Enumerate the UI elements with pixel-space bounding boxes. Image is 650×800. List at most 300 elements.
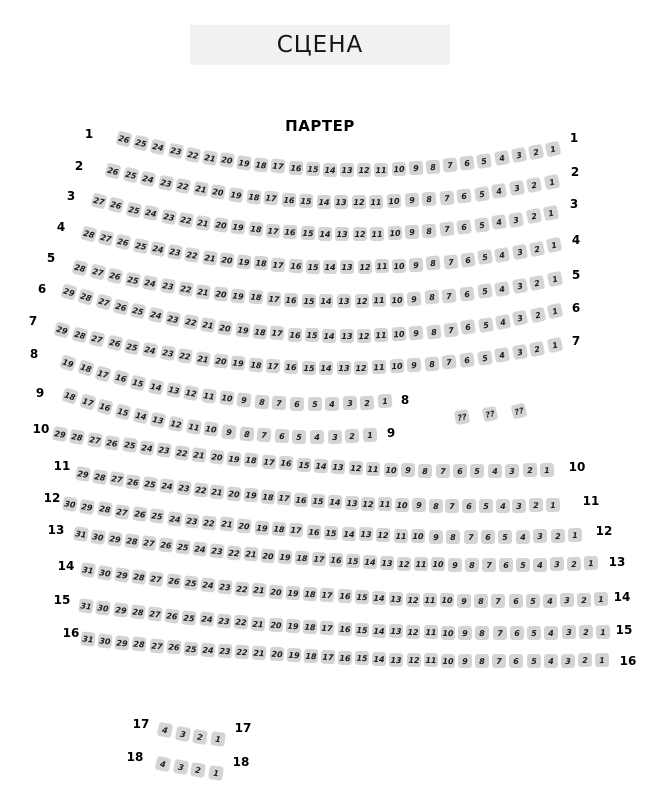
seat[interactable]: 6 [460, 319, 476, 335]
seat[interactable]: 23 [218, 644, 233, 659]
seat[interactable]: 3 [560, 593, 574, 607]
seat[interactable]: 16 [284, 359, 299, 374]
seat[interactable]: 4 [544, 626, 558, 640]
seat[interactable]: 7 [443, 254, 458, 269]
seat[interactable]: 1 [543, 205, 560, 222]
seat[interactable]: 10 [389, 292, 404, 307]
seat[interactable]: 13 [334, 195, 348, 209]
seat[interactable]: 4 [496, 499, 510, 513]
seat[interactable]: 11 [372, 360, 387, 375]
seat[interactable]: 22 [184, 146, 200, 162]
seat[interactable]: 28 [78, 289, 95, 306]
seat[interactable]: 16 [284, 292, 299, 307]
seat[interactable]: 4 [494, 281, 510, 297]
seat[interactable]: 19 [243, 488, 258, 503]
seat[interactable]: 14 [363, 555, 378, 570]
seat[interactable]: 11 [201, 388, 217, 404]
seat[interactable]: 3 [343, 396, 358, 411]
seat[interactable]: 21 [251, 616, 266, 631]
seat[interactable]: 3 [533, 529, 547, 543]
seat[interactable]: 14 [372, 652, 386, 666]
seat[interactable]: 13 [150, 412, 167, 429]
seat[interactable]: 11 [394, 528, 408, 542]
seat[interactable]: 15 [311, 493, 326, 508]
seat[interactable]: 2 [529, 341, 545, 357]
seat[interactable]: 17 [79, 393, 96, 410]
seat[interactable]: 23 [167, 244, 183, 260]
seat[interactable]: 13 [389, 652, 403, 666]
seat[interactable]: 30 [95, 600, 111, 616]
seat[interactable]: 6 [481, 530, 495, 544]
seat[interactable]: 26 [166, 640, 181, 655]
seat[interactable]: 13 [340, 329, 354, 343]
seat[interactable]: 4 [155, 756, 172, 773]
seat[interactable]: 11 [424, 653, 438, 667]
seat[interactable]: 30 [97, 565, 113, 581]
seat[interactable]: 27 [89, 264, 106, 281]
seat[interactable]: 17 [266, 291, 281, 306]
seat[interactable]: 10 [387, 226, 402, 241]
seat[interactable]: 15 [305, 328, 320, 343]
seat[interactable]: 16 [338, 651, 353, 666]
seat[interactable]: 29 [79, 499, 95, 515]
seat[interactable]: 1 [545, 140, 562, 157]
seat[interactable]: 20 [269, 584, 284, 599]
seat[interactable]: 24 [200, 577, 215, 592]
seat[interactable]: 12 [348, 461, 363, 476]
seat[interactable]: 27 [89, 331, 106, 348]
seat[interactable]: 15 [114, 403, 131, 420]
seat[interactable]: 4 [491, 214, 507, 230]
seat[interactable]: 29 [107, 531, 123, 547]
seat[interactable]: 6 [459, 155, 475, 171]
seat[interactable]: 12 [168, 415, 184, 431]
seat[interactable]: 29 [52, 426, 68, 442]
seat[interactable]: 14 [319, 361, 333, 375]
seat[interactable]: 7 [491, 594, 505, 608]
seat[interactable]: 1 [546, 498, 560, 512]
seat[interactable]: 16 [288, 160, 303, 175]
seat[interactable]: 9 [409, 326, 424, 341]
seat[interactable]: 25 [122, 437, 138, 453]
seat[interactable]: 4 [493, 150, 509, 166]
seat[interactable]: 6 [290, 396, 304, 410]
seat[interactable]: 16 [283, 225, 298, 240]
seat[interactable]: 4 [494, 347, 510, 363]
seat[interactable]: 27 [141, 535, 157, 551]
seat[interactable]: 20 [210, 184, 226, 200]
seat[interactable]: 27 [87, 432, 103, 448]
seat[interactable]: 14 [132, 408, 149, 425]
seat[interactable]: 7 [445, 499, 459, 513]
seat[interactable]: 24 [147, 307, 164, 324]
seat[interactable]: 21 [219, 517, 234, 532]
seat[interactable]: 14 [371, 591, 386, 606]
seat[interactable]: 13 [389, 624, 403, 638]
seat[interactable]: 18 [271, 521, 286, 536]
seat[interactable]: 12 [406, 653, 420, 667]
seat[interactable]: 5 [470, 464, 484, 478]
seat[interactable]: 27 [149, 571, 165, 587]
seat[interactable]: 27 [147, 606, 162, 621]
seat[interactable]: 17 [320, 621, 335, 636]
seat[interactable]: 16 [287, 327, 302, 342]
seat[interactable]: 11 [370, 226, 384, 240]
seat[interactable]: 29 [75, 466, 91, 482]
seat[interactable]: 7 [435, 464, 449, 478]
seat[interactable]: 22 [178, 212, 194, 228]
seat[interactable]: 20 [236, 518, 251, 533]
seat[interactable]: 23 [176, 480, 192, 496]
seat[interactable]: 5 [474, 186, 490, 202]
seat[interactable]: 7 [442, 288, 457, 303]
seat[interactable]: 7 [442, 354, 457, 369]
seat[interactable]: 4 [488, 464, 502, 478]
seat[interactable]: 9 [407, 358, 422, 373]
seat[interactable]: 25 [124, 339, 141, 356]
seat[interactable]: 6 [274, 429, 289, 444]
seat[interactable]: 10 [383, 462, 398, 477]
seat[interactable]: 28 [80, 225, 97, 242]
seat[interactable]: 21 [210, 484, 225, 499]
seat[interactable]: 21 [195, 351, 211, 367]
seat[interactable]: 17 [271, 257, 286, 272]
seat[interactable]: 26 [104, 162, 121, 179]
seat[interactable]: 22 [174, 445, 190, 461]
seat[interactable]: 26 [107, 268, 124, 285]
seat[interactable]: 24 [199, 612, 214, 627]
seat[interactable]: 5 [477, 283, 493, 299]
seat[interactable]: 12 [183, 385, 199, 401]
seat[interactable]: 26 [115, 234, 132, 251]
seat[interactable]: 3 [175, 726, 191, 742]
seat[interactable]: 5 [498, 530, 512, 544]
seat[interactable]: 31 [73, 526, 89, 542]
seat[interactable]: 8 [446, 530, 460, 544]
seat[interactable]: 1 [594, 592, 608, 606]
seat[interactable]: 7 [482, 558, 496, 572]
seat[interactable]: 1 [584, 556, 598, 570]
seat[interactable]: 12 [353, 227, 367, 241]
seat[interactable]: 19 [254, 520, 269, 535]
seat[interactable]: 13 [340, 163, 354, 177]
seat[interactable]: 9 [408, 161, 423, 176]
seat[interactable]: 8 [424, 290, 439, 305]
seat[interactable]: 5 [308, 397, 322, 411]
seat[interactable]: 22 [177, 348, 193, 364]
seat[interactable]: 19 [226, 451, 241, 466]
seat[interactable]: 28 [130, 605, 145, 620]
seat[interactable]: 16 [337, 589, 352, 604]
seat[interactable]: 18 [77, 360, 94, 377]
seat[interactable]: 14 [322, 329, 336, 343]
seat[interactable]: 9 [407, 291, 422, 306]
seat[interactable]: 21 [195, 284, 211, 300]
seat[interactable]: 14 [327, 494, 342, 509]
seat[interactable]: 11 [375, 259, 389, 273]
seat[interactable]: 3 [561, 653, 575, 667]
seat[interactable]: 27 [149, 638, 164, 653]
seat[interactable]: 3 [512, 244, 528, 260]
seat[interactable]: 3 [512, 498, 526, 512]
seat[interactable]: 4 [157, 722, 173, 738]
seat[interactable]: 22 [234, 581, 249, 596]
seat[interactable]: 12 [357, 329, 371, 343]
seat[interactable]: 3 [508, 211, 524, 227]
seat[interactable]: 25 [175, 540, 190, 555]
seat[interactable]: 24 [143, 205, 160, 222]
seat[interactable]: 15 [130, 374, 147, 391]
seat[interactable]: 26 [165, 608, 180, 623]
seat[interactable]: 15 [301, 360, 315, 374]
seat[interactable]: 6 [510, 626, 524, 640]
seat[interactable]: 27 [90, 192, 107, 209]
seat[interactable]: 9 [221, 424, 237, 440]
seat[interactable]: 21 [243, 547, 258, 562]
seat[interactable]: 21 [193, 181, 209, 197]
seat[interactable]: 21 [252, 646, 267, 661]
seat[interactable]: 16 [306, 524, 321, 539]
seat[interactable]: 25 [130, 303, 147, 320]
seat[interactable]: 9 [458, 654, 472, 668]
seat[interactable]: 1 [540, 463, 554, 477]
seat[interactable]: 18 [61, 388, 79, 406]
seat[interactable]: 19 [231, 288, 246, 303]
seat[interactable]: 18 [246, 189, 261, 204]
seat[interactable]: 2 [360, 395, 375, 410]
seat[interactable]: 2 [528, 144, 544, 160]
seat[interactable]: 12 [357, 163, 371, 177]
seat[interactable]: 31 [80, 562, 96, 578]
seat[interactable]: 17 [95, 365, 112, 382]
seat[interactable]: 8 [474, 594, 488, 608]
seat[interactable]: 9 [236, 393, 251, 408]
seat[interactable]: 16 [294, 492, 309, 507]
seat[interactable]: 5 [516, 558, 530, 572]
seat[interactable]: 2 [567, 557, 581, 571]
seat[interactable]: 20 [217, 320, 233, 336]
seat[interactable]: 18 [303, 587, 318, 602]
seat[interactable]: 22 [234, 615, 249, 630]
seat[interactable]: 6 [462, 499, 476, 513]
seat[interactable]: 13 [331, 460, 346, 475]
seat[interactable]: 7 [443, 322, 459, 338]
seat[interactable]: 1 [596, 624, 610, 638]
seat[interactable]: 10 [411, 529, 425, 543]
seat[interactable]: 26 [104, 435, 120, 451]
seat[interactable]: 14 [341, 526, 356, 541]
seat[interactable]: 1 [547, 302, 564, 319]
seat[interactable]: 25 [182, 610, 197, 625]
seat[interactable]: 15 [355, 651, 370, 666]
seat[interactable]: 14 [148, 378, 165, 395]
seat[interactable]: 17 [266, 358, 281, 373]
seat[interactable]: 1 [210, 731, 226, 747]
seat[interactable]: 14 [319, 294, 333, 308]
seat[interactable]: 13 [165, 382, 181, 398]
seat[interactable]: 15 [346, 554, 361, 569]
seat[interactable]: 23 [157, 175, 173, 191]
seat[interactable]: 27 [109, 471, 125, 487]
seat[interactable]: 6 [509, 654, 523, 668]
seat[interactable]: 15 [301, 293, 315, 307]
seat[interactable]: 2 [578, 653, 592, 667]
seat[interactable]: 11 [366, 461, 381, 476]
seat[interactable]: 13 [389, 592, 404, 607]
seat[interactable]: 8 [422, 192, 437, 207]
seat[interactable]: 31 [80, 631, 95, 646]
seat[interactable]: 11 [369, 195, 383, 209]
seat[interactable]: 13 [380, 556, 395, 571]
seat[interactable]: 16 [112, 370, 129, 387]
seat[interactable]: 16 [288, 258, 303, 273]
seat[interactable]: 18 [260, 489, 275, 504]
seat[interactable]: 9 [448, 558, 462, 572]
seat[interactable]: 21 [191, 447, 207, 463]
seat[interactable]: 27 [114, 504, 130, 520]
seat[interactable]: 18 [303, 649, 318, 664]
seat[interactable]: 28 [131, 569, 147, 585]
seat[interactable]: 13 [335, 227, 349, 241]
seat[interactable]: 15 [324, 525, 339, 540]
seat[interactable]: 6 [460, 252, 476, 268]
seat[interactable]: 26 [166, 574, 182, 590]
seat[interactable]: 27 [95, 294, 112, 311]
seat[interactable]: 26 [158, 538, 174, 554]
seat[interactable]: 5 [526, 594, 540, 608]
seat[interactable]: 4 [544, 654, 558, 668]
seat[interactable]: 24 [192, 541, 207, 556]
seat[interactable]: 28 [69, 429, 85, 445]
seat[interactable]: 15 [354, 622, 369, 637]
seat[interactable]: 12 [354, 294, 368, 308]
seat[interactable]: 20 [219, 252, 235, 268]
seat[interactable]: 9 [457, 594, 471, 608]
seat[interactable]: 23 [216, 613, 231, 628]
seat[interactable]: 15 [296, 457, 311, 472]
seat[interactable]: 28 [97, 501, 113, 517]
seat[interactable]: 7 [257, 428, 272, 443]
seat[interactable]: 20 [268, 617, 283, 632]
seat[interactable]: 10 [431, 557, 445, 571]
seat[interactable]: 14 [323, 162, 337, 176]
seat[interactable]: 29 [60, 283, 78, 301]
seat[interactable]: 2 [529, 498, 543, 512]
seat[interactable]: 3 [561, 625, 575, 639]
seat[interactable]: 20 [213, 217, 229, 233]
seat[interactable]: 17 [271, 159, 286, 174]
seat[interactable]: 24 [142, 275, 158, 291]
seat[interactable]: 14 [316, 194, 330, 208]
seat[interactable]: 5 [474, 217, 490, 233]
seat[interactable]: 11 [185, 419, 201, 435]
seat[interactable]: 2 [526, 177, 542, 193]
special-seat[interactable]: ?? [482, 406, 499, 423]
seat[interactable]: 6 [459, 286, 475, 302]
seat[interactable]: 18 [248, 222, 263, 237]
seat[interactable]: 28 [92, 469, 108, 485]
seat[interactable]: 1 [377, 394, 392, 409]
seat[interactable]: 17 [312, 552, 327, 567]
seat[interactable]: 24 [150, 139, 167, 156]
seat[interactable]: 22 [193, 482, 208, 497]
seat[interactable]: 21 [195, 215, 211, 231]
seat[interactable]: 24 [150, 241, 166, 257]
seat[interactable]: 23 [160, 209, 176, 225]
seat[interactable]: 20 [226, 486, 241, 501]
seat[interactable]: 1 [544, 173, 561, 190]
seat[interactable]: 6 [453, 464, 467, 478]
seat[interactable]: 12 [406, 592, 420, 606]
seat[interactable]: 9 [404, 225, 419, 240]
seat[interactable]: 20 [269, 647, 284, 662]
seat[interactable]: 28 [71, 326, 88, 343]
seat[interactable]: 11 [374, 328, 389, 343]
seat[interactable]: 25 [125, 201, 142, 218]
seat[interactable]: 5 [476, 153, 492, 169]
seat[interactable]: 17 [320, 588, 335, 603]
seat[interactable]: 19 [286, 585, 301, 600]
seat[interactable]: 22 [182, 314, 198, 330]
seat[interactable]: 22 [175, 178, 191, 194]
seat[interactable]: 22 [226, 545, 241, 560]
seat[interactable]: 23 [160, 278, 176, 294]
seat[interactable]: 19 [230, 220, 246, 236]
seat[interactable]: 25 [183, 576, 198, 591]
seat[interactable]: 23 [209, 543, 224, 558]
seat[interactable]: 2 [529, 306, 546, 323]
seat[interactable]: 14 [313, 458, 328, 473]
seat[interactable]: 18 [248, 357, 263, 372]
seat[interactable]: 17 [270, 326, 285, 341]
seat[interactable]: 5 [478, 317, 494, 333]
seat[interactable]: 11 [378, 497, 393, 512]
seat[interactable]: 5 [477, 350, 493, 366]
seat[interactable]: 30 [90, 529, 106, 545]
seat[interactable]: 10 [387, 194, 402, 209]
seat[interactable]: 24 [167, 511, 183, 527]
seat[interactable]: 29 [114, 567, 130, 583]
seat[interactable]: 18 [252, 324, 267, 339]
seat[interactable]: 18 [303, 620, 318, 635]
seat[interactable]: 3 [512, 310, 528, 326]
seat[interactable]: 11 [374, 163, 388, 177]
seat[interactable]: 24 [139, 440, 155, 456]
seat[interactable]: 13 [359, 527, 374, 542]
seat[interactable]: 7 [492, 654, 506, 668]
seat[interactable]: 11 [372, 293, 386, 307]
seat[interactable]: 17 [265, 223, 280, 238]
seat[interactable]: 15 [306, 259, 320, 273]
seat[interactable]: 8 [418, 463, 432, 477]
seat[interactable]: 2 [529, 274, 545, 290]
seat[interactable]: 25 [122, 167, 139, 184]
seat[interactable]: 15 [305, 161, 320, 176]
seat[interactable]: 24 [140, 171, 157, 188]
seat[interactable]: 5 [526, 654, 540, 668]
seat[interactable]: 1 [208, 765, 224, 781]
seat[interactable]: 27 [98, 230, 115, 247]
seat[interactable]: 9 [412, 498, 426, 512]
seat[interactable]: 2 [345, 429, 360, 444]
seat[interactable]: 6 [459, 352, 475, 368]
seat[interactable]: 25 [132, 238, 149, 255]
seat[interactable]: 22 [184, 247, 200, 263]
seat[interactable]: 3 [509, 180, 525, 196]
seat[interactable]: 21 [251, 583, 266, 598]
seat[interactable]: 2 [529, 241, 545, 257]
seat[interactable]: 5 [292, 430, 306, 444]
